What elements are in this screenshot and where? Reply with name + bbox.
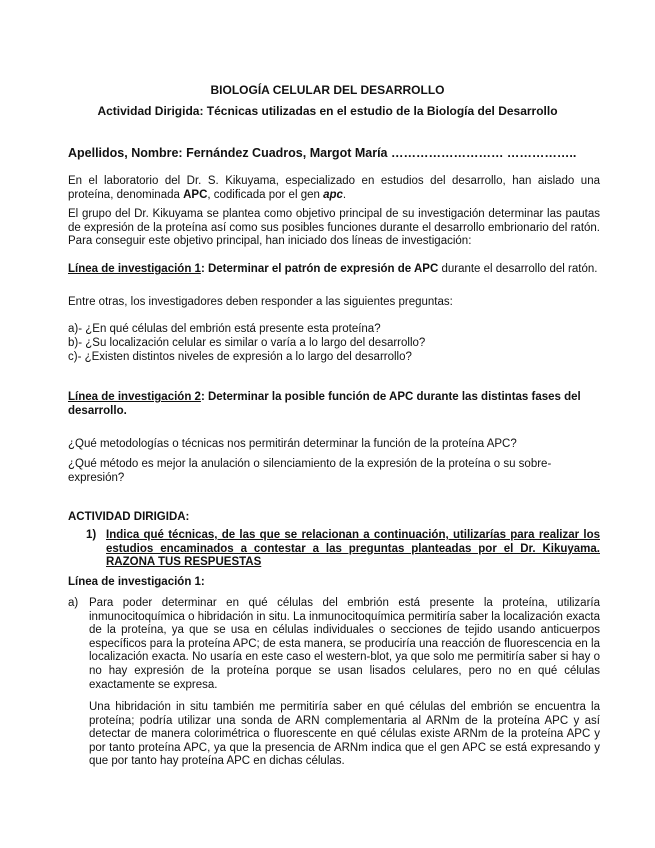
activity-item-number: 1) (86, 529, 97, 541)
apc-protein-name: APC (183, 188, 208, 201)
line2-objective: Determinar la posible función de APC durante las distintas fases del desarrollo. (68, 391, 581, 417)
line2-heading (68, 391, 600, 418)
answer-a (68, 597, 600, 697)
intro-paragraph-1 (68, 175, 600, 202)
intro-text-b: , codificada por el gen (207, 188, 324, 201)
answer-a-paragraph-1: Para poder determinar en qué células del embrión está presente la proteína, utilizaría inmunocitoquímica o hibridación in situ. La inmunocitoquímica permitiría saber la localización exacta de la proteína, ya que se usa en células individuales o secciones de tejido usando anticuerpos específicos para la proteína APC; de esta manera, se produciría una reacción de fluorescencia en la localización exacta. No usaría en este caso el western-blot, ya que solo me permitiría saber si hay o no hay expresión de la proteína porque se usan lisados celulares, pero no en qué células exactamente se expresa. (89, 597, 600, 691)
apc-gene-name: apc (323, 188, 343, 201)
intro-text-c: . (342, 188, 347, 201)
activity-subheading: Línea de investigación 1: (68, 576, 205, 588)
line1-rest: durante el desarrollo del ratón. (438, 263, 598, 275)
line2-label: Línea de investigación 2 (68, 391, 201, 403)
line1-colon: : (200, 263, 208, 275)
line2-question-1: ¿Qué metodologías o técnicas nos permitirán determinar la función de la proteína APC? (68, 438, 517, 450)
document-subtitle: Actividad Dirigida: Técnicas utilizadas en el estudio de la Biología del Desarrollo (97, 104, 558, 118)
intro-paragraph-2: El grupo del Dr. Kikuyama se plantea como objetivo principal de su investigación determinar las pautas de expresión de la proteína así como sus posibles funciones durante el desarrollo embrionario del ratón. Para conseguir este objetivo principal, han iniciado dos líneas de investigación: (68, 208, 600, 248)
question-a: a)- ¿En qué células del embrión está presente esta proteína? (68, 323, 381, 335)
answer-a-label: a) (68, 597, 79, 609)
line1-objective: Determinar el patrón de expresión de APC (207, 263, 439, 275)
name-line: Apellidos, Nombre: Fernández Cuadros, Margot María ……………………… …………….. (68, 146, 577, 160)
question-c: c)- ¿Existen distintos niveles de expresión a lo largo del desarrollo? (68, 351, 412, 363)
activity-item-text: Indica qué técnicas, de las que se relacionan a continuación, utilizarías para realizar los estudios encaminados a contestar a las preguntas planteadas por el Dr. Kikuyama. RAZONA TUS RESPUESTAS (106, 529, 600, 569)
line1-lead: Entre otras, los investigadores deben responder a las siguientes preguntas: (68, 296, 453, 308)
activity-item-1 (86, 529, 600, 571)
intro-text-a: En el laboratorio del Dr. S. Kikuyama, especializado en estudios del desarrollo, han aislado una proteína, denominada (68, 175, 600, 201)
line1-heading (68, 263, 600, 277)
activity-heading: ACTIVIDAD DIRIGIDA: (68, 511, 190, 523)
line2-colon: : (200, 391, 208, 403)
answer-a-continued (68, 701, 600, 771)
question-b: b)- ¿Su localización celular es similar o varía a lo largo del desarrollo? (68, 337, 426, 349)
answer-a-paragraph-2: Una hibridación in situ también me permitiría saber en qué células del embrión se encuentra la proteína; podría utilizar una sonda de ARN complementaria al ARNm de la proteína APC y así detectar de manera colorimétrica o fluorescente en qué células existe ARNm de la proteína APC y por tanto proteína APC, ya que la presencia de ARNm indica que el gen APC se está expresando y que por tanto hay proteína APC en dichas células. (89, 701, 600, 768)
document-title: BIOLOGÍA CELULAR DEL DESARROLLO (210, 83, 445, 97)
line2-question-2: ¿Qué método es mejor la anulación o silenciamiento de la expresión de la proteína o su sobre-expresión? (68, 458, 552, 484)
line1-label: Línea de investigación 1 (68, 263, 201, 275)
